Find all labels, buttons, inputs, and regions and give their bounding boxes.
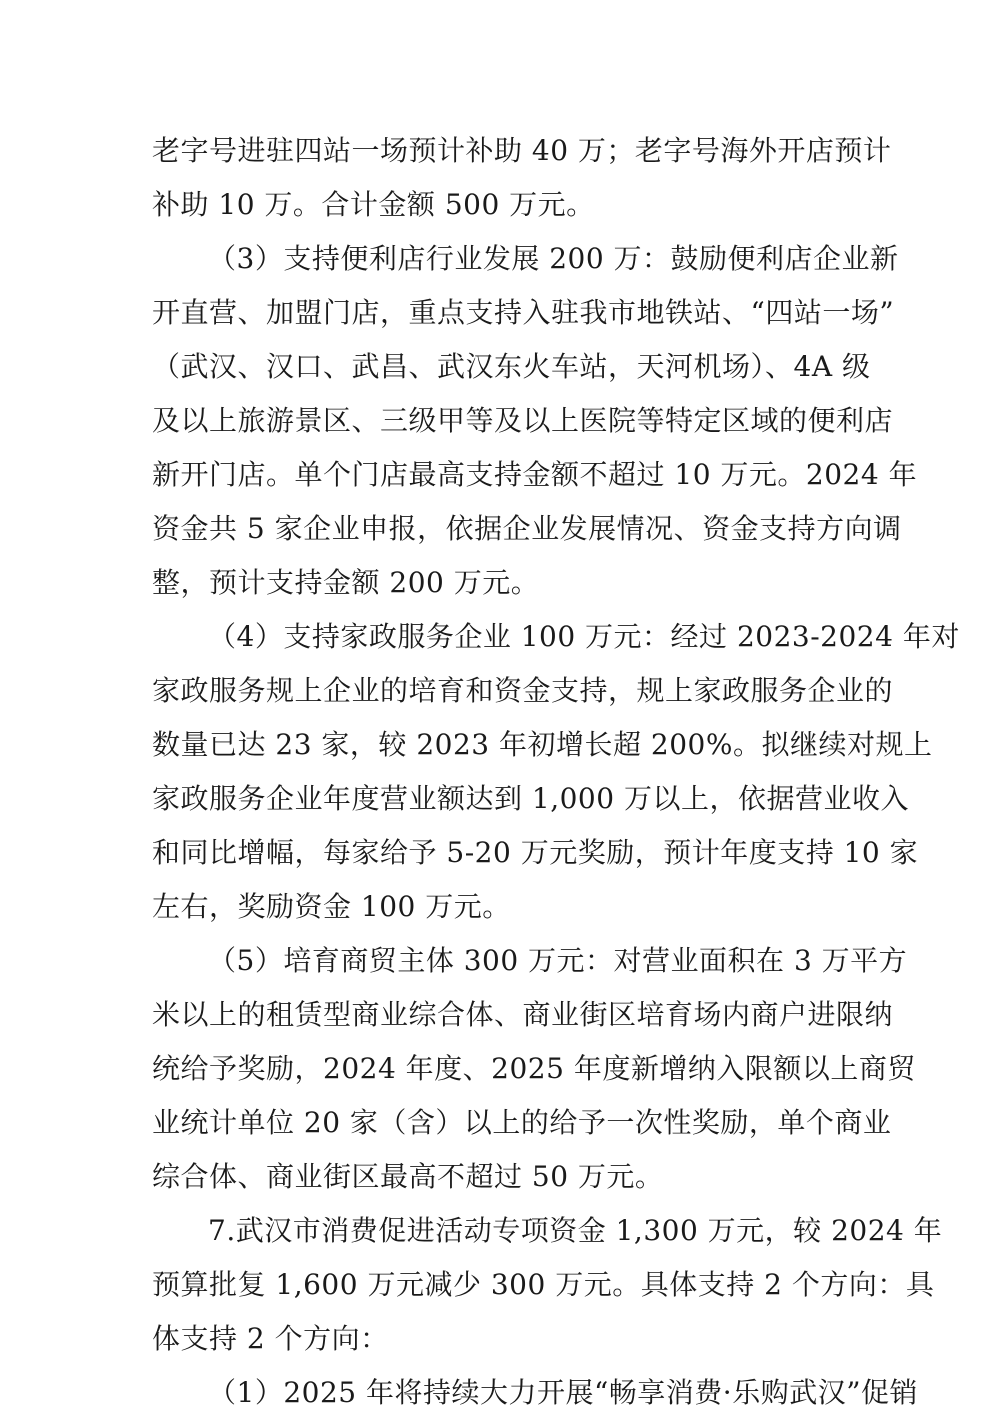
text-line: （4）支持家政服务企业 100 万元：经过 2023-2024 年对: [208, 620, 960, 653]
text-line: 综合体、商业街区最高不超过 50 万元。: [152, 1160, 664, 1193]
text-line: 家政服务规上企业的培育和资金支持，规上家政服务企业的: [152, 674, 894, 707]
text-line: 整，预计支持金额 200 万元。: [152, 566, 540, 599]
text-line: （5）培育商贸主体 300 万元：对营业面积在 3 万平方: [208, 944, 908, 977]
text-line: 左右，奖励资金 100 万元。: [152, 890, 511, 923]
text-line: 资金共 5 家企业申报，依据企业发展情况、资金支持方向调: [152, 512, 902, 545]
text-line: 预算批复 1,600 万元减少 300 万元。具体支持 2 个方向：具: [152, 1268, 935, 1301]
text-line: 开直营、加盟门店，重点支持入驻我市地铁站、“四站一场”: [152, 296, 895, 329]
text-line: （武汉、汉口、武昌、武汉东火车站，天河机场）、4A 级: [152, 350, 871, 383]
document-body: [152, 124, 960, 1420]
text-line: 及以上旅游景区、三级甲等及以上医院等特定区域的便利店: [152, 404, 894, 437]
text-line: 数量已达 23 家，较 2023 年初增长超 200%。拟继续对规上: [152, 728, 933, 761]
text-line: 业统计单位 20 家（含）以上的给予一次性奖励，单个商业: [152, 1106, 892, 1139]
text-line: 7.武汉市消费促进活动专项资金 1,300 万元，较 2024 年: [208, 1214, 943, 1247]
text-line: 新开门店。单个门店最高支持金额不超过 10 万元。2024 年: [152, 458, 918, 491]
text-line: 米以上的租赁型商业综合体、商业街区培育场内商户进限纳: [152, 998, 894, 1031]
text-line: 家政服务企业年度营业额达到 1,000 万以上，依据营业收入: [152, 782, 909, 815]
text-line: 补助 10 万。合计金额 500 万元。: [152, 188, 595, 221]
text-line: （3）支持便利店行业发展 200 万：鼓励便利店企业新: [208, 242, 899, 275]
text-line: 老字号进驻四站一场预计补助 40 万；老字号海外开店预计: [152, 134, 892, 167]
text-line: 和同比增幅，每家给予 5-20 万元奖励，预计年度支持 10 家: [152, 836, 919, 869]
text-line: （1）2025 年将持续大力开展“畅享消费·乐购武汉”促销: [208, 1376, 919, 1409]
text-line: 体支持 2 个方向：: [152, 1322, 389, 1355]
text-line: 统给予奖励，2024 年度、2025 年度新增纳入限额以上商贸: [152, 1052, 916, 1085]
